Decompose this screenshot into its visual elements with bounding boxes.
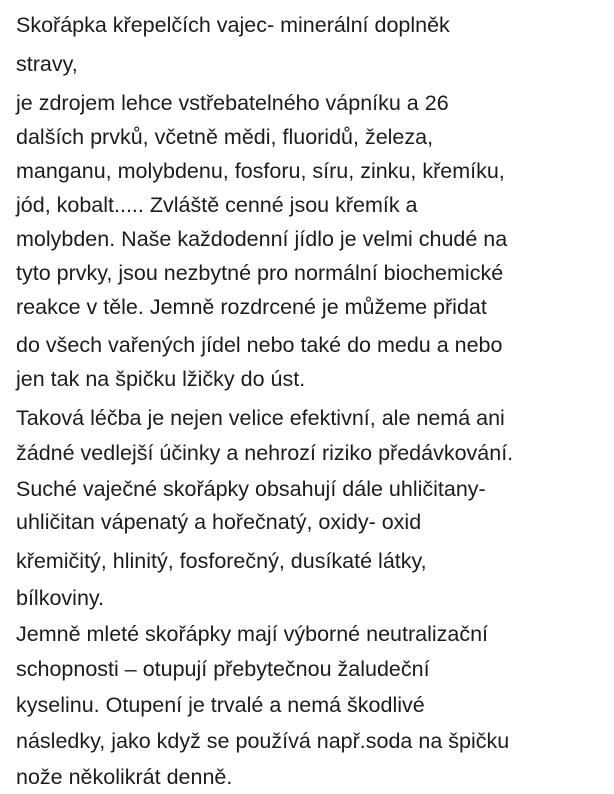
text-line: jen tak na špičku lžičky do úst.: [16, 367, 306, 391]
text-line: Jemně mleté skořápky mají výborné neutralizační: [16, 622, 489, 646]
text-line: dalších prvků, včetně mědi, fluoridů, železa,: [16, 125, 434, 149]
text-line: stravy,: [16, 52, 78, 76]
text-line: je zdrojem lehce vstřebatelného vápníku a 26: [16, 91, 449, 115]
text-line: následky, jako když se používá např.soda na špičku: [16, 729, 510, 753]
text-line: manganu, molybdenu, fosforu, síru, zinku, křemíku,: [16, 159, 505, 183]
text-line: jód, kobalt..... Zvláště cenné jsou křemík a: [16, 193, 418, 217]
text-line: křemičitý, hlinitý, fosforečný, dusíkaté látky,: [16, 549, 427, 573]
text-line: molybden. Naše každodenní jídlo je velmi chudé na: [16, 227, 508, 251]
text-line: kyselinu. Otupení je trvalé a nemá škodlivé: [16, 693, 425, 717]
text-line: nože několikrát denně.: [16, 765, 233, 789]
text-line: Taková léčba je nejen velice efektivní, ale nemá ani: [16, 406, 505, 430]
text-line: bílkoviny.: [16, 586, 105, 610]
text-line: schopnosti – otupují přebytečnou žaludeční: [16, 657, 430, 681]
text-line: reakce v těle. Jemně rozdrcené je můžeme přidat: [16, 295, 487, 319]
text-line: uhličitan vápenatý a hořečnatý, oxidy- oxid: [16, 510, 422, 534]
text-line: žádné vedlejší účinky a nehrozí riziko předávkování.: [16, 441, 514, 465]
text-line: do všech vařených jídel nebo také do medu a nebo: [16, 333, 503, 357]
text-line: Skořápka křepelčích vajec- minerální doplněk: [16, 13, 450, 37]
text-line: tyto prvky, jsou nezbytné pro normální biochemické: [16, 261, 504, 285]
text-line: Suché vaječné skořápky obsahují dále uhličitany-: [16, 477, 486, 501]
